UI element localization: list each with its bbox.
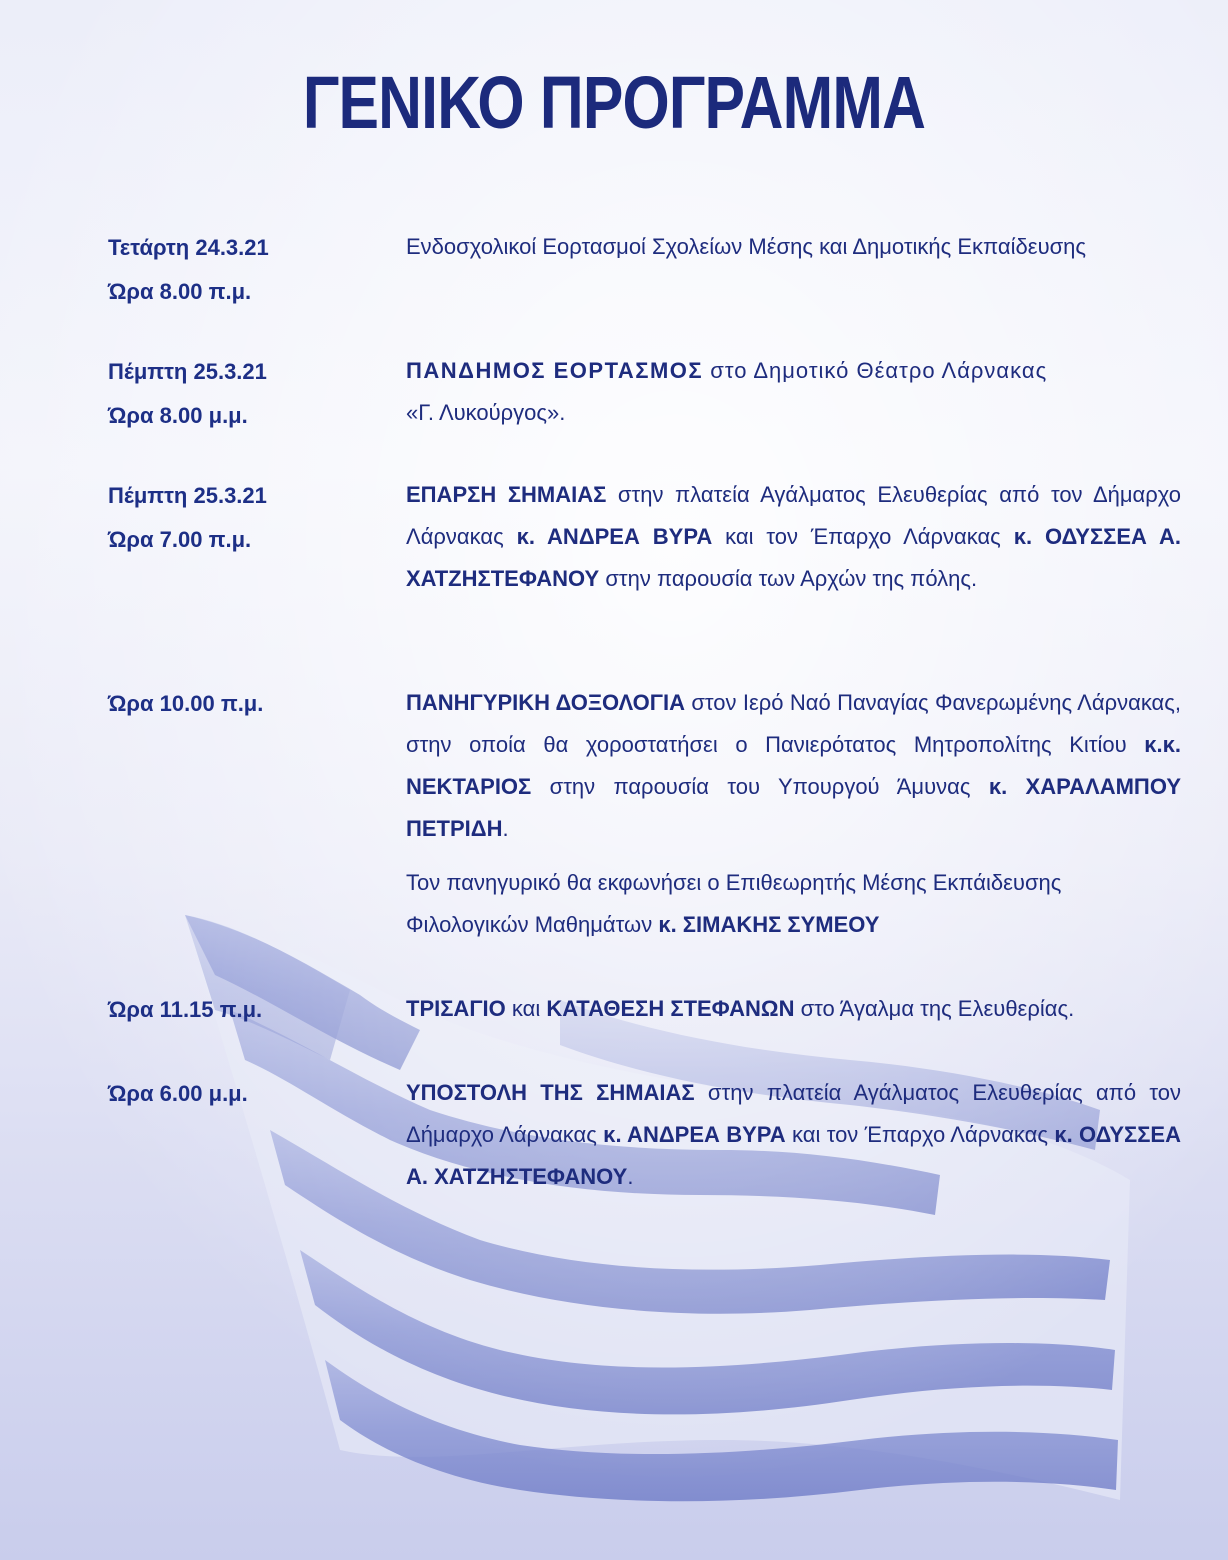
entry-bold: κ. ΑΝΔΡΕΑ ΒΥΡΑ [516, 524, 713, 549]
entry-time: Ώρα 7.00 π.μ. [108, 527, 252, 552]
entry-bold: ΤΡΙΣΑΓΙΟ [406, 996, 506, 1021]
entry-text: . [627, 1164, 634, 1189]
entry-bold: κ. ΟΔΥΣΣΕΑ Α. ΧΑΤΖΗΣΤΕΦΑΝΟΥ [406, 524, 1182, 591]
entry-time: Ώρα 6.00 μ.μ. [108, 1081, 248, 1106]
entry-day: Τετάρτη 24.3.21 [108, 235, 269, 260]
entry-text: στην πλατεία Αγάλματος Ελευθερίας από τον Δήμαρχο Λάρνακας [406, 482, 1181, 549]
entry-datetime [108, 682, 368, 726]
entry-datetime [108, 226, 368, 314]
entry-text: στον Ιερό Ναό Παναγίας Φανερωμένης Λάρνακας, στην οποία θα χοροστατήσει ο Πανιερότατος Μητροπολίτης Κιτίου [406, 690, 1181, 757]
entry-text: και τον Έπαρχο Λάρνακας [712, 524, 1014, 549]
entry-description [406, 1072, 1181, 1198]
entry-bold: ΠΑΝΗΓΥΡΙΚΗ ΔΟΞΟΛΟΓΙΑ [406, 690, 685, 715]
entry-bold: κ.κ. ΝΕΚΤΑΡΙΟΣ [406, 732, 1181, 799]
entry-text: στην πλατεία Αγάλματος Ελευθερίας από τον Δήμαρχο Λάρνακας [406, 1080, 1182, 1147]
entry-description [406, 226, 1181, 268]
entry-datetime [108, 474, 368, 562]
entry-text: στην παρουσία του Υπουργού Άμυνας [531, 774, 989, 799]
entry-day: Πέμπτη 25.3.21 [108, 359, 267, 384]
entry-bold: κ. ΣΙΜΑΚΗΣ ΣΥΜΕΟΥ [658, 912, 880, 937]
entry-datetime [108, 988, 368, 1032]
entry-time: Ώρα 8.00 μ.μ. [108, 403, 248, 428]
entry-bold: ΥΠΟΣΤΟΛΗ ΤΗΣ ΣΗΜΑΙΑΣ [406, 1080, 695, 1105]
entry-datetime [108, 350, 368, 438]
entry-bold: κ. ΑΝΔΡΕΑ ΒΥΡΑ [603, 1122, 786, 1147]
entry-time: Ώρα 11.15 π.μ. [108, 997, 263, 1022]
entry-text: Ενδοσχολικοί Εορτασμοί Σχολείων Μέσης και Δημοτικής Εκπαίδευσης [406, 234, 1087, 259]
entry-text: Τον πανηγυρικό θα εκφωνήσει ο Επιθεωρητής Μέσης Εκπάιδευσης Φιλολογικών Μαθημάτων [406, 870, 1062, 937]
entry-text: . [502, 816, 509, 841]
entry-time: Ώρα 8.00 π.μ. [108, 279, 252, 304]
entry-datetime [108, 1072, 368, 1116]
entry-bold: κ. ΟΔΥΣΣΕΑ Α. ΧΑΤΖΗΣΤΕΦΑΝΟΥ [406, 1122, 1181, 1189]
page-title: ΓΕΝΙΚΟ ΠΡΟΓΡΑΜΜΑ [302, 61, 926, 144]
entry-text: και [505, 996, 547, 1021]
entry-bold: κ. ΧΑΡΑΛΑΜΠΟΥ ΠΕΤΡΙΔΗ [406, 774, 1181, 841]
entry-description [406, 474, 1181, 600]
entry-text: στην παρουσία των Αρχών της πόλης. [599, 566, 978, 591]
entry-time: Ώρα 10.00 π.μ. [108, 691, 264, 716]
entry-day: Πέμπτη 25.3.21 [108, 483, 267, 508]
entry-text: και τον Έπαρχο Λάρνακας [785, 1122, 1055, 1147]
entry-description [406, 350, 1181, 434]
entry-text: στο Άγαλμα της Ελευθερίας. [794, 996, 1075, 1021]
entry-bold: ΕΠΑΡΣΗ ΣΗΜΑΙΑΣ [406, 482, 607, 507]
entry-description [406, 988, 1181, 1030]
entry-text: στο Δημοτικό Θέατρο Λάρνακας [703, 358, 1048, 383]
entry-text: «Γ. Λυκούργος». [406, 400, 566, 425]
entry-description [406, 682, 1181, 946]
entry-bold: ΚΑΤΑΘΕΣΗ ΣΤΕΦΑΝΩΝ [546, 996, 795, 1021]
entry-bold: ΠΑΝΔΗΜΟΣ ΕΟΡΤΑΣΜΟΣ [406, 358, 704, 383]
